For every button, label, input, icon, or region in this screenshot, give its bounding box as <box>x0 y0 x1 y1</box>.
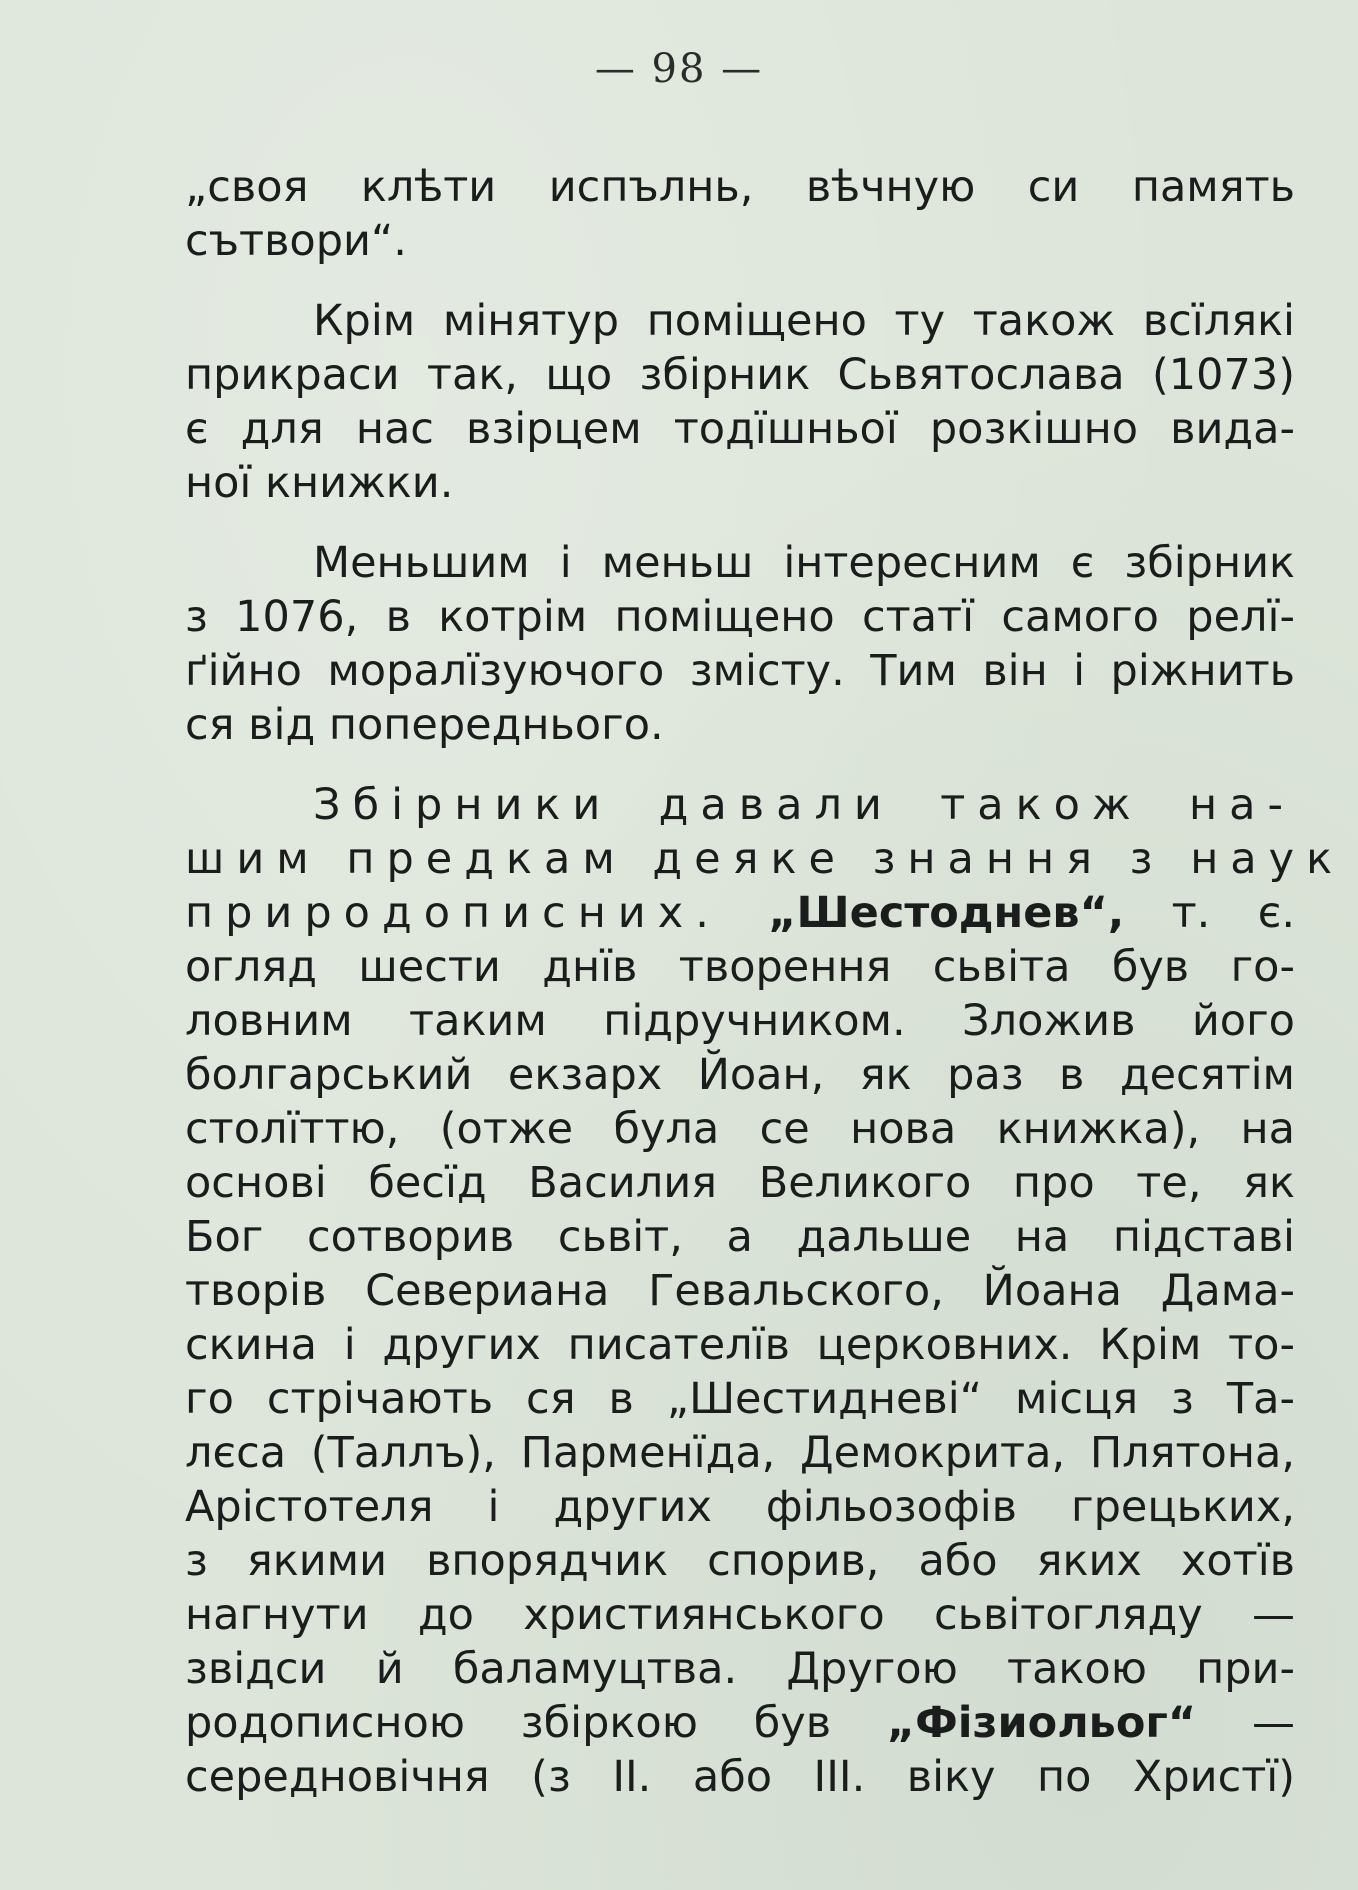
text-line: прикраси так, що збірник Сьвятослава (1073) <box>185 350 1295 400</box>
book-title-shestodnev: „Шестоднев“, <box>768 888 1125 938</box>
text-line: є для нас взірцем тодїшньої розкішно вида- <box>185 404 1295 454</box>
text-line: середновічня (з II. або III. віку по Христї) <box>185 1752 1295 1802</box>
text-line <box>185 886 1295 940</box>
text-line: основі бесїд Василия Великого про те, як <box>185 1158 1295 1208</box>
text-line: творів Севериана Гевальского, Йоана Дама- <box>185 1266 1295 1316</box>
text-line: скина і других писателїв церковних. Крім то- <box>185 1320 1295 1370</box>
text-line: болгарський екзарх Йоан, як раз в десятім <box>185 1050 1295 1100</box>
text-line: огляд шести днїв творення сьвіта був го- <box>185 942 1295 992</box>
text-line: Крім мінятур поміщено ту також всїлякі <box>313 296 1295 346</box>
text-line <box>185 1696 1295 1750</box>
text-line: „своя клѣти испълнь, вѣчную си память <box>185 162 1295 212</box>
text-line: Меньшим і меньш інтересним є збірник <box>313 538 1295 588</box>
text-line: ловним таким підручником. Зложив його <box>185 996 1295 1046</box>
text-line: столїттю, (отже була се нова книжка), на <box>185 1104 1295 1154</box>
text-fragment: природописних. <box>185 888 721 938</box>
text-line: Бог сотворив сьвіт, а дальше на підставі <box>185 1212 1295 1262</box>
text-line: лєса (Таллъ), Парменїда, Демокрита, Плятона, <box>185 1428 1295 1478</box>
text-line: нагнути до християнського сьвітогляду — <box>185 1590 1295 1640</box>
text-line: ґійно моралїзуючого змісту. Тим він і ріжнить <box>185 646 1295 696</box>
text-line: Арістотеля і других фільозофів грецьких, <box>185 1482 1295 1532</box>
book-title-fiziolog: „Фізиольог“ <box>886 1698 1197 1748</box>
body-text <box>185 160 1345 1804</box>
text-line: звідси й баламуцтва. Другою такою при- <box>185 1644 1295 1694</box>
text-line: з якими впорядчик спорив, або яких хотїв <box>185 1536 1295 1586</box>
text-line: го стрічають ся в „Шестидневі“ місця з Та- <box>185 1374 1295 1424</box>
text-fragment: т. є. <box>1171 888 1296 938</box>
text-line: сътвори“. <box>185 216 407 266</box>
text-line: шим предкам деяке знання з наук <box>185 834 1345 884</box>
page-number: — 98 — <box>594 46 764 92</box>
text-fragment: родописною збіркою був <box>185 1698 832 1748</box>
text-line: ся від попереднього. <box>185 700 664 750</box>
text-fragment: — <box>1252 1698 1295 1748</box>
text-line: ної книжки. <box>185 458 454 508</box>
text-line: з 1076, в котрім поміщено статї самого релї- <box>185 592 1295 642</box>
text-line: Збірники давали також на- <box>313 780 1295 830</box>
